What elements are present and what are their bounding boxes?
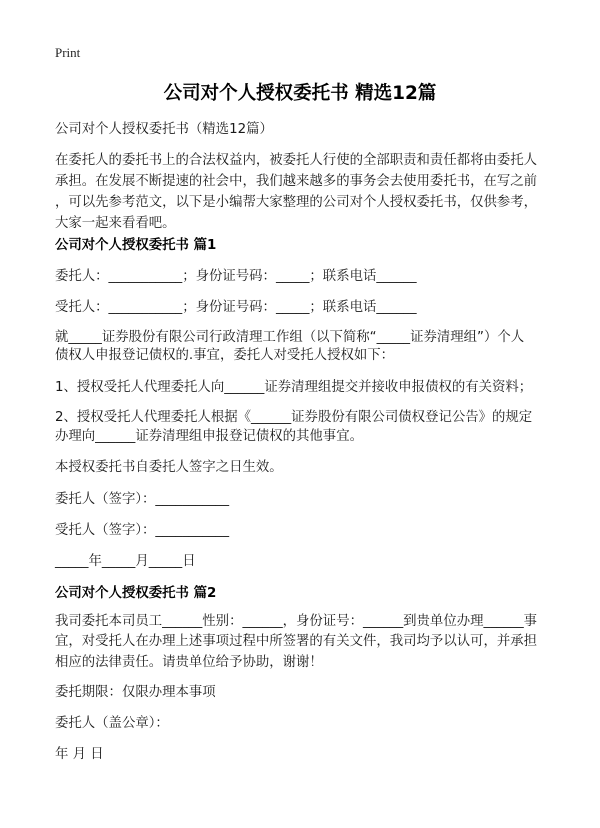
print-link[interactable]: Print	[55, 45, 81, 60]
agent-signature: 受托人（签字）：___________	[55, 523, 230, 538]
agent-line: 受托人：___________；身份证号码：_____；联系电话______	[55, 300, 417, 315]
item-line: 2、授权受托人代理委托人根据《______证券股份有限公司债权登记公告》的规定	[55, 410, 533, 425]
principal-line: 委托人：___________；身份证号码：_____；联系电话______	[55, 269, 417, 284]
intro-line: 承担。在发展不断提速的社会中，我们越来越多的事务会去使用委托书，在写之前	[55, 174, 538, 189]
intro-line: 在委托人的委托书上的合法权益内，被委托人行使的全部职责和责任都将由委托人	[55, 153, 538, 168]
body-line: 就_____证券股份有限公司行政清理工作组（以下简称“_____证券清理组”）个人	[55, 330, 525, 345]
intro-line: 大家一起来看看吧。	[55, 216, 176, 231]
delegation-term: 委托期限：仅限办理本事项	[55, 685, 216, 700]
intro-line: ，可以先参考范文，以下是小编帮大家整理的公司对个人授权委托书，仅供参考，	[55, 195, 538, 210]
item-line: 办理向______证券清理组申报登记债权的其他事宜。	[55, 429, 363, 444]
signing-date: _____年_____月_____日	[55, 554, 196, 569]
body-line: 宜，对受托人在办理上述事项过程中所签署的有关文件，我司均予以认可，并承担	[55, 634, 538, 649]
document-subtitle: 公司对个人授权委托书（精选12篇）	[55, 122, 273, 137]
authorization-item-1: 1、授权受托人代理委托人向______证券清理组提交并接收申报债权的有关资料；	[55, 380, 533, 395]
section1-heading: 公司对个人授权委托书 篇1	[55, 238, 217, 253]
effective-clause: 本授权委托书自委托人签字之日生效。	[55, 460, 283, 475]
body-line: 我司委托本司员工______性别：______，身份证号：______到贵单位办理______事	[55, 614, 538, 629]
document-title: 公司对个人授权委托书 精选12篇	[163, 83, 437, 104]
principal-signature: 委托人（签字）：___________	[55, 492, 230, 507]
company-seal-line: 委托人（盖公章）：	[55, 716, 169, 731]
section2-date: 年 月 日	[55, 747, 104, 762]
body-line: 相应的法律责任。请贵单位给予协助，谢谢！	[55, 655, 323, 670]
body-line: 债权人申报登记债权的.事宜，委托人对受托人授权如下：	[55, 348, 395, 363]
section2-heading: 公司对个人授权委托书 篇2	[55, 586, 217, 601]
